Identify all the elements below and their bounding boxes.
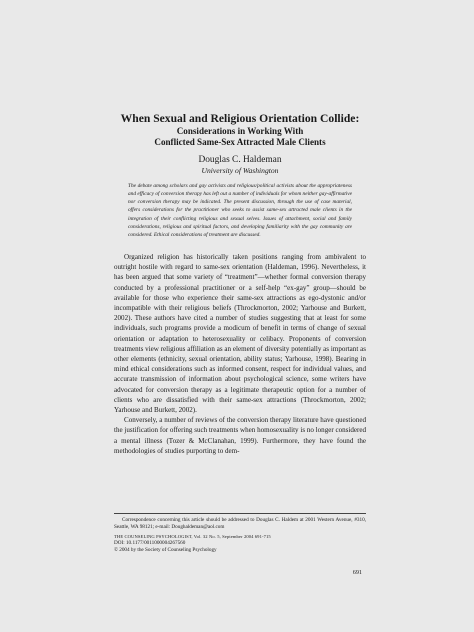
doi-line: DOI: 10.1177/0011000004267560 (114, 540, 186, 547)
paragraph-1: Organized religion has historically taken positions ranging from ambivalent to outright hostile with regard to same-sex orientation (Haldeman, 1996). Nevertheless, it has been argued that some variety of “treatment”—whether formal conversion therapy conducted by a professional practitioner or a self-help “ex-gay” group—should be available for those who experience their same-sex attractions as ego-dystonic and/or incompatible with their religious beliefs (Throckmorton, 2002; Yarhouse and Burkett, 2002). These authors have cited a number of studies suggesting that at least for some individuals, such programs provide a modicum of benefit in terms of change of sexual orientation or adaptation to heterosexuality or celibacy. Proponents of conversion treatments view religious affiliation as an element of diversity potentially as important as other elements (ethnicity, sexual orientation, ability status; Yarhouse, 1998). Bearing in mind ethical considerations such as informed consent, respect for individual values, and accurate transmission of information about psychological science, some writers have advocated for conversion therapy as a legitimate therapeutic option for a number of clients who are dissatisfied with their same-sex attractions (Throckmorton, 2002; Yarhouse and Burkett, 2002). (114, 253, 366, 415)
body-text (114, 252, 366, 456)
paper-page (114, 0, 366, 632)
correspondence-note: Correspondence concerning this article should be addressed to Douglas C. Haldem at 2001 Western Avenue, #310, Seattle, WA 98121; e-mail: Doughaldeman@aol.com (114, 517, 366, 531)
subtitle-line-2: Conflicted Same-Sex Attracted Male Clients (154, 136, 326, 147)
footnote-divider (114, 513, 366, 514)
page-number: 691 (352, 569, 362, 576)
article-subtitle (114, 126, 366, 147)
author-name: Douglas C. Haldeman (198, 155, 282, 165)
subtitle-line-1: Considerations in Working With (176, 126, 304, 136)
paragraph-2: Conversely, a number of reviews of the conversion therapy literature have questioned the justification for offering such treatments when homosexuality is no longer considered a mental illness (Tozer & McClanahan, 1999). Furthermore, they have found the methodologies of studies purporting to dem- (114, 416, 366, 455)
footnotes (114, 517, 366, 554)
abstract: The debate among scholars and gay activists and religious/political activists about the appropriateness and efficacy of conversion therapy has left out a number of individuals for whom neither gay-affirmative nor conversion therapy may be indicated. The present discussion, through the use of case material, offers considerations for the practitioner who seeks to assist same-sex attracted male clients in the integration of their conflicting religious and sexual selves. Issues of attachment, social and family considerations, religious and spiritual factors, and developing familiarity with the gay community are considered. Ethical considerations of treatment are discussed. (128, 183, 352, 238)
journal-citation: THE COUNSELING PSYCHOLOGIST, Vol. 32 No. 5, September 2004 691-715 (114, 534, 271, 540)
article-title: When Sexual and Religious Orientation Collide: (120, 112, 360, 125)
author-affiliation: University of Washington (201, 166, 279, 175)
copyright-line: © 2004 by the Society of Counseling Psychology (114, 547, 217, 554)
